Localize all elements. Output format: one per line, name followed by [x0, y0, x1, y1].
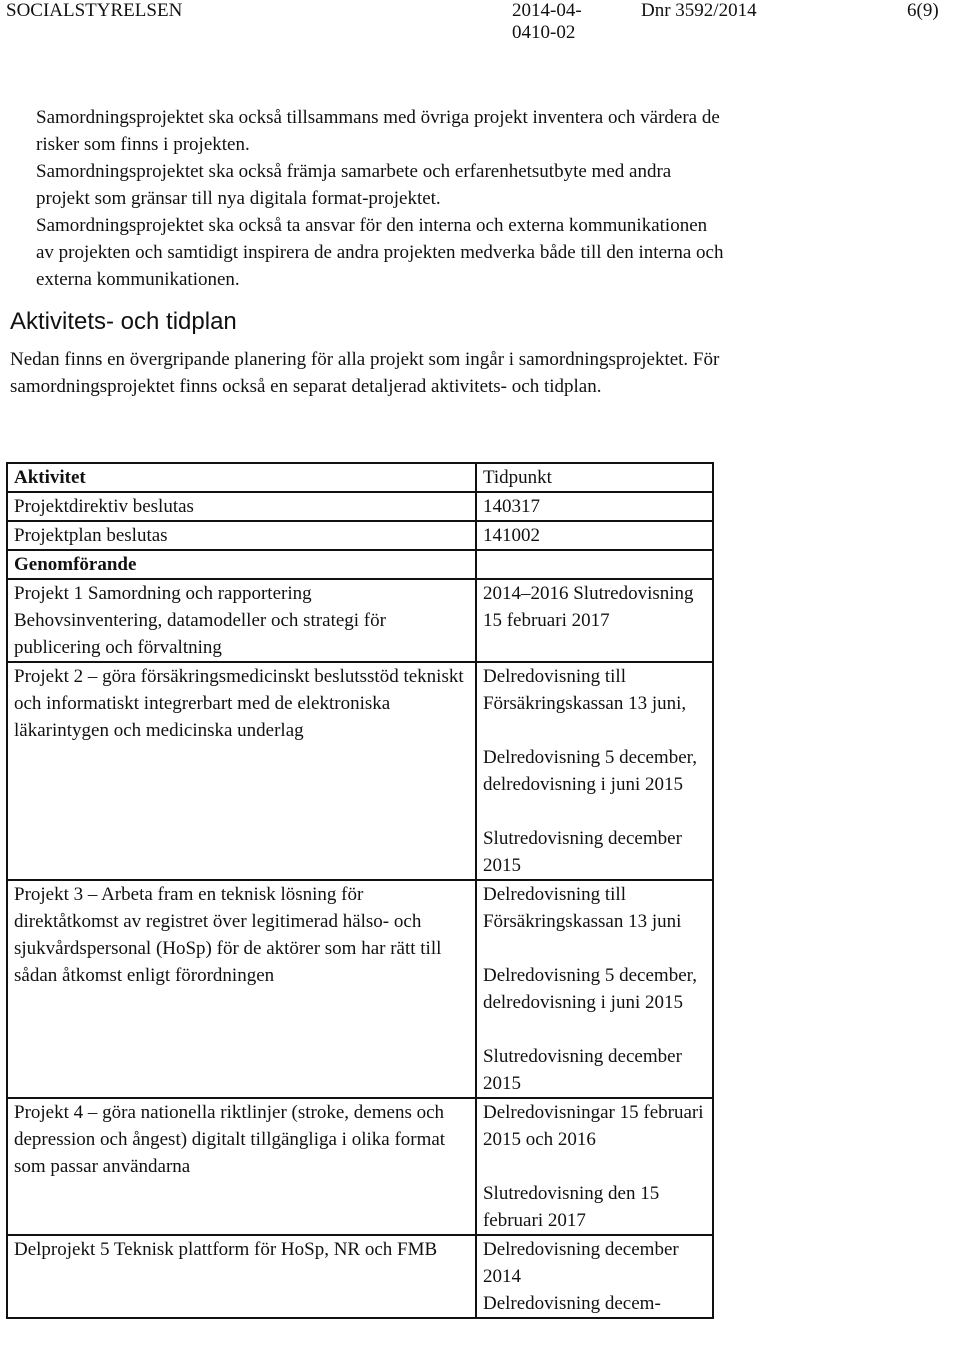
table-header-row [7, 463, 713, 492]
time-cell [476, 1235, 713, 1318]
table-row [7, 1098, 713, 1235]
project-description: Projekt 4 – göra nationella riktlinjer (stroke, demens och depression och ångest) digitalt tillgängliga i olika format som passar användarna [14, 1102, 446, 1177]
paragraph-communication: Samordningsprojektet ska också ta ansvar för den interna och externa kommunikationen av projekten och samtidigt inspirera de andra projekten medverka både till den interna och externa kommunikationen. [36, 215, 724, 290]
column-header-time: Tidpunkt [476, 463, 713, 492]
project-description: Projekt 3 – Arbeta fram en teknisk lösning för direktåtkomst av registret över legitimerad hälso- och sjukvårdspersonal (HoSp) för de aktörer som har rätt till sådan åtkomst enligt förordningen [14, 884, 442, 986]
organization-name: SOCIALSTYRELSEN [6, 0, 183, 21]
page-header [0, 0, 960, 48]
activity-cell: Projektdirektiv beslutas [7, 492, 476, 521]
project-description: Projekt 2 – göra försäkringsmedicinskt beslutsstöd tekniskt och informatiskt integrerbart med de elektroniska läkarintygen och medicinska underlag [14, 666, 464, 741]
paragraph-collaboration: Samordningsprojektet ska också främja samarbete och erfarenhetsutbyte med andra projekt som gränsar till nya digitala format-projektet. [36, 161, 672, 209]
milestone: Delredovisning 5 december, delredovisning i juni 2015 [482, 965, 697, 1013]
activity-cell [7, 579, 476, 662]
activity-cell [7, 880, 476, 1098]
table-row [7, 662, 713, 880]
body-paragraphs [36, 104, 726, 293]
column-header-activity: Aktivitet [7, 463, 476, 492]
section-intro: Nedan finns en övergripande planering för alla projekt som ingår i samordningsprojektet. För samordningsprojektet finns också en separat detaljerad aktivitets- och tidplan. [10, 349, 720, 397]
milestone: 2014–2016 Slutredovisning 15 februari 2017 [482, 583, 694, 631]
time-cell [476, 550, 713, 579]
milestone: Slutredovisning december 2015 [482, 1046, 682, 1094]
activity-cell: Projektplan beslutas [7, 521, 476, 550]
time-cell [476, 880, 713, 1098]
milestone: Delredovisning december 2014 [482, 1239, 679, 1287]
table-row [7, 579, 713, 662]
activity-cell [7, 662, 476, 880]
page-number: 6(9) [907, 0, 939, 21]
section-heading: Aktivitets- och tidplan [10, 308, 237, 335]
activity-cell [7, 1235, 476, 1318]
milestone: Slutredovisning december 2015 [482, 828, 682, 876]
table-row [7, 880, 713, 1098]
milestone: Delredovisning till Försäkringskassan 13 juni [482, 884, 682, 932]
time-cell: 141002 [476, 521, 713, 550]
paragraph-risks: Samordningsprojektet ska också tillsammans med övriga projekt inventera och värdera de risker som finns i projekten. [36, 107, 720, 155]
document-number: Dnr 3592/2014 [641, 0, 757, 21]
activity-cell [7, 1098, 476, 1235]
milestone: Delredovisning 5 december, delredovisning i juni 2015 [482, 747, 697, 795]
table-row [7, 521, 713, 550]
milestone: Delredovisning decem- [482, 1293, 661, 1314]
table-row [7, 1235, 713, 1318]
table-row [7, 492, 713, 521]
milestone: Delredovisning till Försäkringskassan 13 juni, [482, 666, 687, 714]
project-title: Projekt 1 Samordning och rapportering [14, 583, 312, 604]
milestone: Slutredovisning den 15 februari 2017 [482, 1183, 660, 1231]
time-cell: 140317 [476, 492, 713, 521]
activity-schedule-table [6, 462, 714, 1319]
section-label-cell: Genomförande [7, 550, 476, 579]
time-cell [476, 1098, 713, 1235]
project-description: Delprojekt 5 Teknisk plattform för HoSp, NR och FMB [14, 1239, 438, 1260]
time-cell [476, 579, 713, 662]
table-section-row [7, 550, 713, 579]
milestone: Delredovisningar 15 februari 2015 och 2016 [482, 1102, 704, 1150]
project-description: Behovsinventering, datamodeller och strategi för publicering och förvaltning [14, 610, 386, 658]
document-date: 2014-04-0410-02 [512, 0, 582, 43]
time-cell [476, 662, 713, 880]
